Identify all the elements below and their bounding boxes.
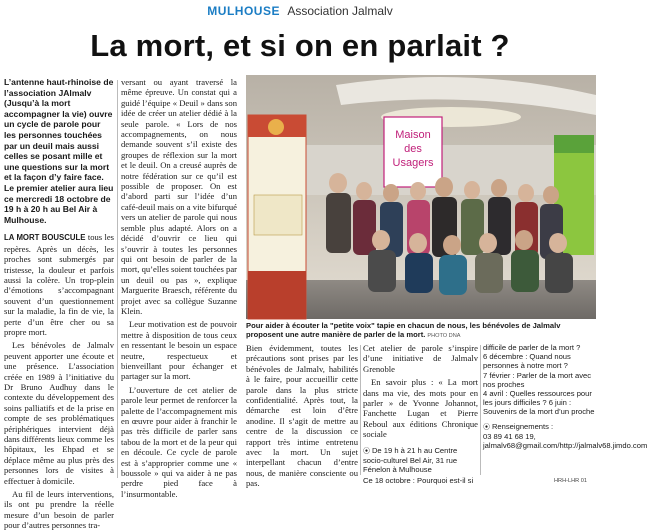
info-block bbox=[363, 446, 478, 475]
article-paragraph: Cet atelier de parole s’inspire d’une initiative de Jalmalv Grenoble bbox=[363, 343, 478, 374]
article-lead: L’antenne haut-rhinoise de l’association JAlmalv (Jusqu’à la mort accompagner la vie) ouvre un cycle de parole pour les personnes touchées par un deuil mais aussi celles se posant mille et une questions sur la mort et la façon d’y faire face. Le premier atelier aura lieu ce mercredi 18 octobre de 19 h à 20 h au Bel Air à Mulhouse. bbox=[4, 77, 114, 225]
contact-block bbox=[483, 422, 597, 432]
info-line: 6 décembre : Quand nous personnes à notre mort ? bbox=[483, 352, 571, 371]
group-photo-illustration bbox=[246, 75, 596, 319]
caption-text: Pour aider à écouter la "petite voix" tapie en chacun de nous, les bénévoles de Jalmalv proposent une autre manière de parler de la mort. bbox=[246, 321, 561, 340]
article-paragraph bbox=[4, 232, 114, 337]
svg-text:Usagers: Usagers bbox=[392, 157, 434, 169]
article-paragraph: Bien évidemment, toutes les précautions sont prises par les bénévoles de Jalmalv, habilités à le faire, pour accueillir cette parole dans la plus stricte confidentialité. Après tout, la démarche est loin d’être anodine. Il s’agit de mettre au centre de la discussion ce rapport très intime entretenu avec la mort. Un sujet interpellant chacun d’entre nous, de manière consciente ou pas. bbox=[246, 343, 358, 489]
info-line: 7 février : Parler de la mort avec nos proches bbox=[483, 370, 592, 389]
info-line: difficile de parler de la mort ? bbox=[483, 343, 581, 352]
column-divider bbox=[360, 345, 361, 475]
info-marker-icon: ⦿ bbox=[363, 447, 372, 455]
photo-caption bbox=[246, 321, 598, 341]
info-line: 4 avril : Quelles ressources pour les jours difficiles ? 6 juin : Souvenirs de la mort d’un proche bbox=[483, 389, 595, 417]
sign-maison: Maison bbox=[395, 129, 431, 141]
article-column-3 bbox=[246, 343, 358, 489]
article-paragraph: Au fil de leurs interventions, ils ont pu prendre la réelle mesure d’un besoin de parler pour d’autres personnes tra- bbox=[4, 489, 114, 531]
paragraph-text: tous les repères. Après un décès, les proches sont submergés par tristesse, la douleur et parfois aussi la colère. Un trop-plein d’émotions s’accompagnant souvent d’un questionnement sur la maladie, la fin de vie, la perte d’un être cher ou sa propre mort. bbox=[4, 232, 115, 337]
contact-details: 03 89 41 68 19, jalmalv68@gmail.com/http://jalmalv68.jimdo.com bbox=[483, 431, 647, 451]
article-column-1 bbox=[4, 77, 115, 531]
info-location: De 19 h à 21 h au Centre socio-culturel Bel Air, 31 rue Fénelon à Mulhouse bbox=[363, 445, 458, 475]
article-photo bbox=[246, 75, 596, 319]
info-marker-icon: ⦿ bbox=[483, 423, 492, 431]
page-code: HRH-LHR 01 bbox=[554, 478, 587, 484]
subhead: LA MORT BOUSCULE bbox=[4, 233, 86, 243]
column-divider bbox=[117, 80, 118, 478]
article-column-4 bbox=[363, 343, 478, 486]
contact-label: Renseignements : bbox=[491, 421, 554, 431]
article-paragraph: En savoir plus : « La mort dans ma vie, des mots pour en parler » de Yvonne Johannot, Fanchette Lugan et Pierre Reboul aux éditions Chronique sociale bbox=[363, 377, 478, 440]
photo-credit: PHOTO DNA bbox=[427, 333, 461, 340]
headline: La mort, et si on en parlait ? bbox=[90, 28, 510, 63]
column-divider bbox=[480, 345, 481, 475]
article-column-2 bbox=[121, 77, 237, 499]
svg-text:des: des bbox=[404, 143, 422, 155]
association-label: Association Jalmalv bbox=[287, 4, 393, 18]
place-label: MULHOUSE bbox=[207, 4, 280, 18]
kicker bbox=[0, 4, 600, 18]
article-paragraph: Leur motivation est de pouvoir mettre à disposition de tous ceux en ressentant le besoin un espace neutre, respectueux et bienveillant pour échanger et partager sur la mort. bbox=[121, 319, 237, 382]
info-date: Ce 18 octobre : Pourquoi est-il si bbox=[363, 476, 474, 486]
article-paragraph: versant ou ayant traversé la même épreuve. Un constat qui a guidé l’équipe « Deuil » dans son idée de créer un atelier dédié à la seule parole. « Lors de nos accompagnements, on nous demande souvent s’il existe des groupes de réflexion sur la mort et le deuil. On a creusé auprès de notre fédération sur ce qu’il est possible de proposer. On est d’abord parti sur l’idée d’un café-deuil mais on a vite bifurqué vers un atelier de parole qui nous semble plus adapté. Alors on a décidé d’ouvrir ce lieu qui s’ouvrir à toutes les personnes qui ont besoin de parler de la mort, qu’elles soient touchées par un deuil ou pas », explique Marguerite Braesch, référente du projet avec sa collègue Suzanne Klein. bbox=[121, 77, 237, 316]
article-paragraph: L’ouverture de cet atelier de parole leur permet de renforcer la palette de l’accompagnement mis en œuvre pour aider à franchir le pas très difficile de parler sans tabou de la mort et de la peur qui en découle. Ce cycle de parole est à s’approprier comme une « boussole » qui va aider à ne pas perdre pied face à l’insurmontable. bbox=[121, 384, 237, 499]
article-column-5 bbox=[483, 343, 647, 483]
article-paragraph: Les bénévoles de Jalmalv peuvent apporter une écoute et une présence. L’association créée en 1989 à l’initiative du Dr Bruno Audhuy dans le contexte du développement des soins palliatifs et de la prise en compte de ses problématiques périphériques intervient déjà dans différents lieux comme les hôpitaux, les Ehpad et se déplace même au plus près des personnes lors de visites à effectuer à domicile. bbox=[4, 340, 114, 486]
